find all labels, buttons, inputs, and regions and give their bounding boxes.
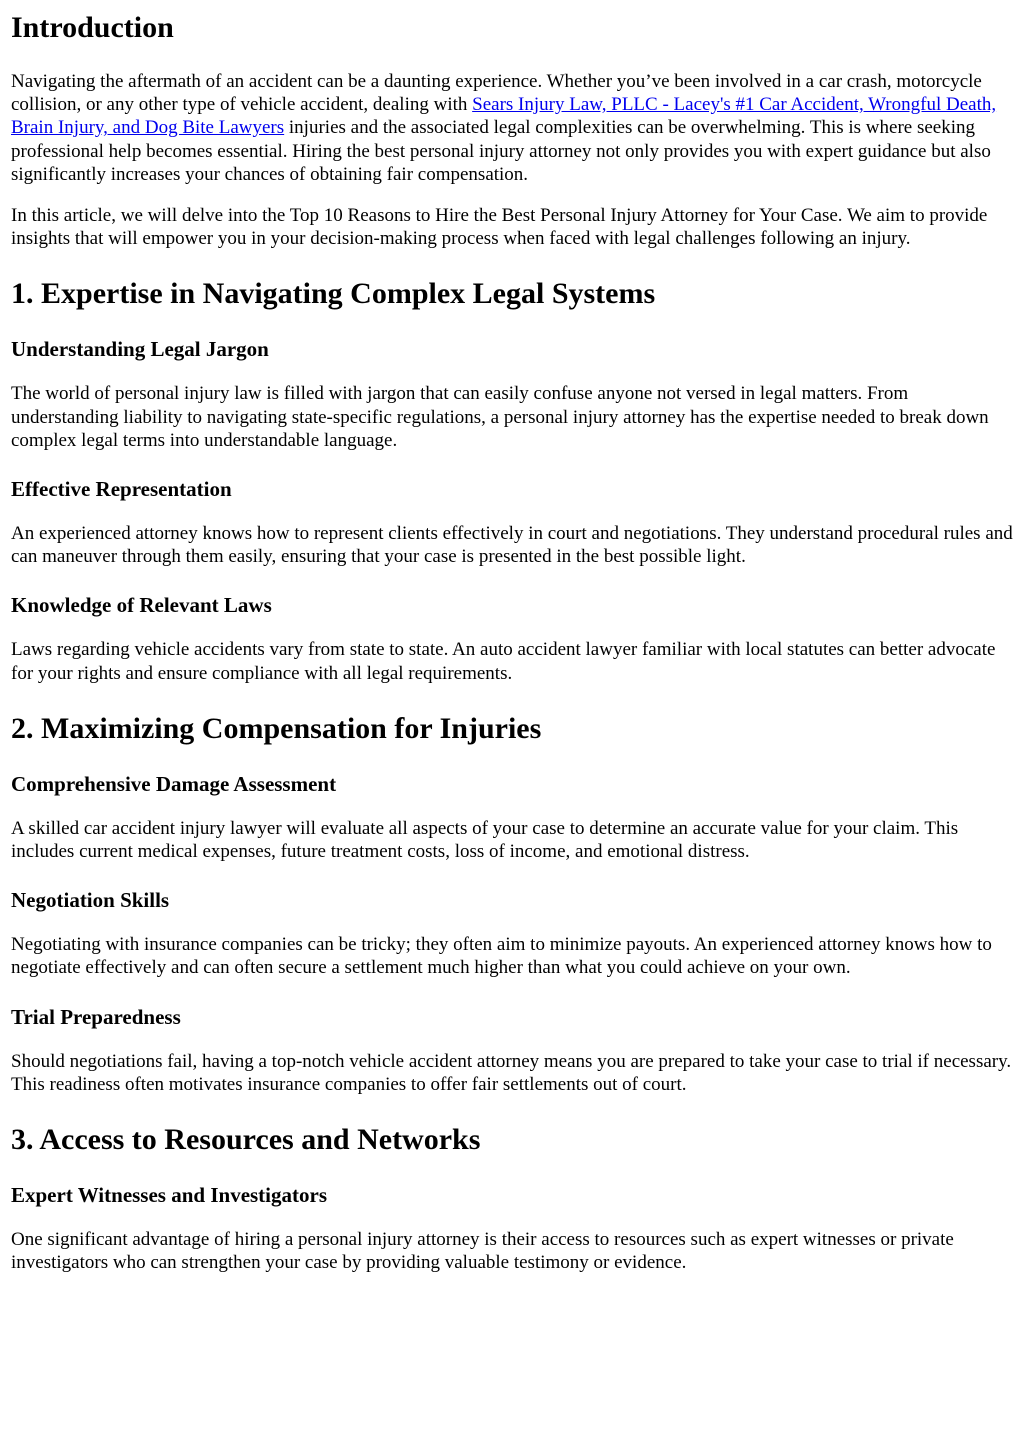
subsection-heading-negotiation-skills: Negotiation Skills (11, 888, 170, 913)
intro-text-before-link: Navigating the aftermath of an accident can be a daunting experience. Whether you’ve been involved in a car crash, motorcycle collision, or any other type of vehicle accident, dealing with (11, 71, 982, 116)
subsection-text-expert-witnesses: One significant advantage of hiring a personal injury attorney is their access to resources such as expert witnesses or private investigators who can strengthen your case by providing valuable testimony or evidence. (11, 1229, 954, 1274)
subsection-heading-effective-representation: Effective Representation (11, 477, 232, 502)
section-heading-2: 2. Maximizing Compensation for Injuries (11, 711, 542, 745)
intro-heading: Introduction (11, 11, 174, 44)
article (0, 10, 1024, 1274)
subsection-text-relevant-laws: Laws regarding vehicle accidents vary from state to state. An auto accident lawyer familiar with local statutes can better advocate for your rights and ensure compliance with all legal requirements. (11, 639, 996, 684)
subsection-text-trial-preparedness: Should negotiations fail, having a top-notch vehicle accident attorney means you are prepared to take your case to trial if necessary. This readiness often motivates insurance companies to offer fair settlements out of court. (11, 1050, 1012, 1095)
sears-injury-law-link[interactable]: Sears Injury Law, PLLC - Lacey's #1 Car Accident, Wrongful Death, Brain Injury, and Dog Bite Lawyers (11, 94, 997, 139)
subsection-text-effective-representation: An experienced attorney knows how to represent clients effectively in court and negotiations. They understand procedural rules and can maneuver through them easily, ensuring that your case is presented in the best possible light. (11, 523, 1013, 568)
subsection-heading-relevant-laws: Knowledge of Relevant Laws (11, 593, 272, 618)
subsection-heading-legal-jargon: Understanding Legal Jargon (11, 337, 269, 362)
subsection-text-negotiation-skills: Negotiating with insurance companies can be tricky; they often aim to minimize payouts. An experienced attorney knows how to negotiate effectively and can often secure a settlement much higher than what you could achieve on your own. (11, 934, 992, 979)
subsection-heading-damage-assessment: Comprehensive Damage Assessment (11, 771, 337, 796)
intro-text-after-link: injuries and the associated legal complexities can be overwhelming. This is where seeking professional help becomes essential. Hiring the best personal injury attorney not only provides you with expert guidance but also significantly increases your chances of obtaining fair compensation. (11, 117, 991, 185)
section-heading-1: 1. Expertise in Navigating Complex Legal Systems (11, 277, 656, 311)
subsection-heading-trial-preparedness: Trial Preparedness (11, 1004, 181, 1029)
intro-paragraph-2: In this article, we will delve into the Top 10 Reasons to Hire the Best Personal Injury Attorney for Your Case. We aim to provide insights that will empower you in your decision-making process when faced with legal challenges following an injury. (11, 205, 988, 250)
subsection-text-damage-assessment: A skilled car accident injury lawyer will evaluate all aspects of your case to determine an accurate value for your claim. This includes current medical expenses, future treatment costs, loss of income, and emotional distress. (11, 817, 959, 863)
subsection-heading-expert-witnesses: Expert Witnesses and Investigators (11, 1183, 327, 1208)
subsection-text-legal-jargon: The world of personal injury law is filled with jargon that can easily confuse anyone not versed in legal matters. From understanding liability to navigating state-specific regulations, a personal injury attorney has the expertise needed to break down complex legal terms into understandable language. (11, 383, 989, 451)
section-heading-3: 3. Access to Resources and Networks (11, 1123, 481, 1157)
intro-paragraph-1 (11, 70, 1014, 186)
